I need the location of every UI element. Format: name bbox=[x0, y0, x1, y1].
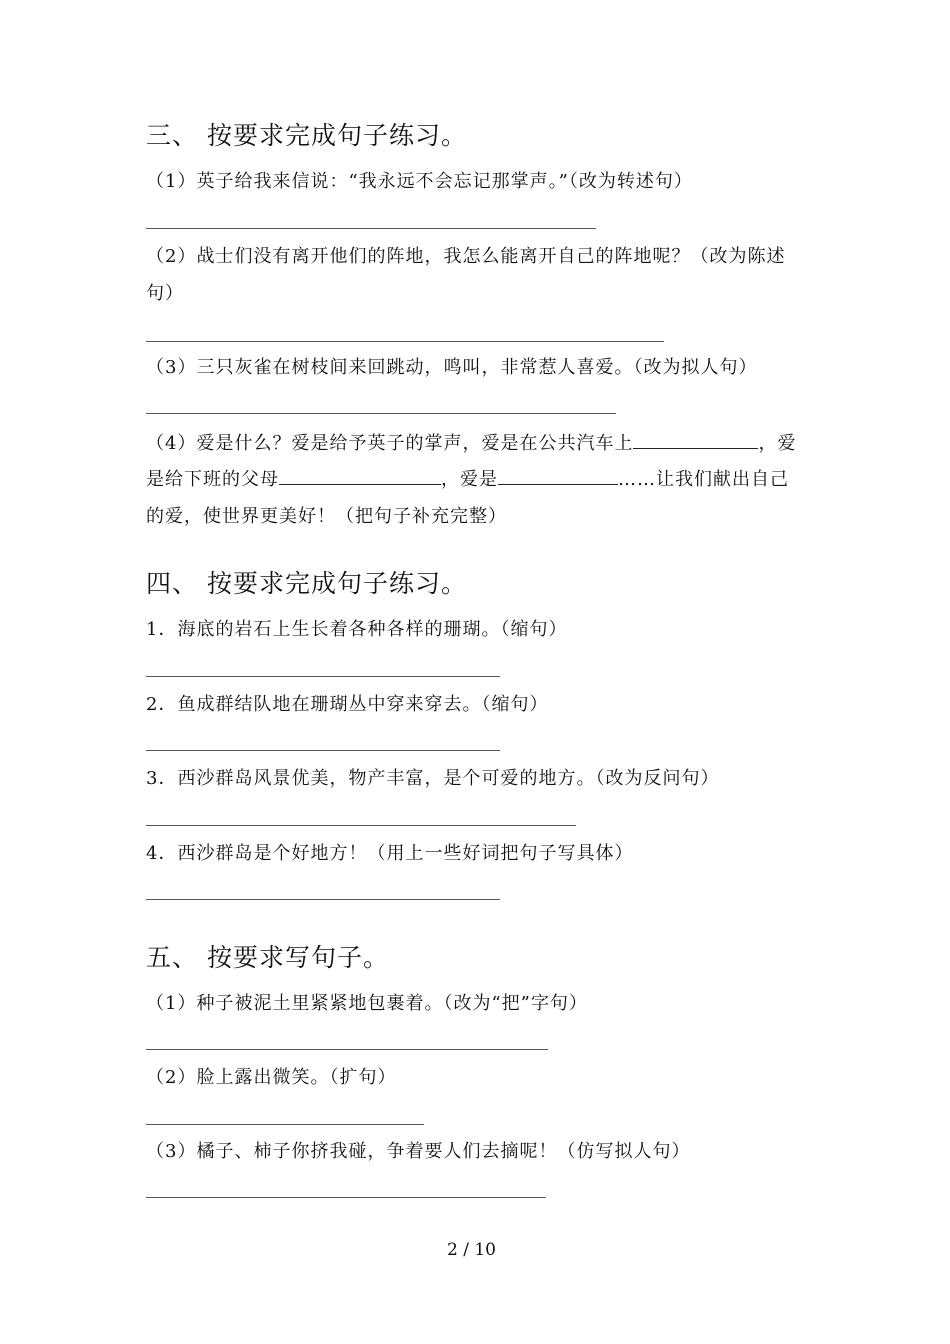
section-3-question-4-line-1 bbox=[146, 426, 796, 462]
section-4-question-4: 4．西沙群岛是个好地方！（用上一些好词把句子写具体） bbox=[146, 843, 634, 864]
fill-blank[interactable] bbox=[279, 464, 441, 485]
answer-line[interactable] bbox=[146, 228, 596, 229]
section-5-heading: 五、 按要求写句子。 bbox=[146, 943, 389, 972]
fill-blank[interactable] bbox=[498, 464, 618, 485]
answer-line[interactable] bbox=[146, 676, 500, 677]
answer-line[interactable] bbox=[146, 1197, 546, 1198]
section-3-question-4-line-2 bbox=[146, 462, 789, 498]
question-4-text: （4）爱是什么？爱是给予英子的掌声，爱是在公共汽车上 bbox=[146, 433, 634, 454]
section-4-question-2: 2．鱼成群结队地在珊瑚丛中穿来穿去。（缩句） bbox=[146, 694, 549, 715]
answer-line[interactable] bbox=[146, 1049, 548, 1050]
section-4-heading: 四、 按要求完成句子练习。 bbox=[146, 569, 467, 598]
section-3-question-3: （3）三只灰雀在树枝间来回跳动，鸣叫，非常惹人喜爱。（改为拟人句） bbox=[146, 357, 758, 378]
question-4-text: ，爱是 bbox=[441, 469, 498, 490]
page-number: 2 / 10 bbox=[447, 1240, 496, 1260]
answer-line[interactable] bbox=[146, 341, 664, 342]
section-4-question-1: 1．海底的岩石上生长着各种各样的珊瑚。（缩句） bbox=[146, 619, 568, 640]
section-5-question-2: （2）脸上露出微笑。（扩句） bbox=[146, 1067, 397, 1088]
answer-line[interactable] bbox=[146, 750, 500, 751]
answer-line[interactable] bbox=[146, 825, 576, 826]
answer-line[interactable] bbox=[146, 1124, 424, 1125]
question-4-text: ，爱 bbox=[758, 433, 797, 454]
section-3-heading: 三、 按要求完成句子练习。 bbox=[146, 121, 467, 150]
section-4-question-3: 3．西沙群岛风景优美，物产丰富，是个可爱的地方。（改为反问句） bbox=[146, 768, 720, 789]
section-3-question-4-line-3: 的爱，使世界更美好！（把句子补充完整） bbox=[146, 506, 507, 527]
answer-line[interactable] bbox=[146, 413, 616, 414]
question-4-text: ……让我们献出自己 bbox=[618, 469, 789, 490]
section-5-question-3: （3）橘子、柿子你挤我碰，争着要人们去摘呢！（仿写拟人句） bbox=[146, 1141, 691, 1162]
section-3-question-1: （1）英子给我来信说：“我永远不会忘记那掌声。”（改为转述句） bbox=[146, 171, 693, 192]
fill-blank[interactable] bbox=[633, 428, 758, 449]
section-5-question-1: （1）种子被泥土里紧紧地包裹着。（改为“把”字句） bbox=[146, 993, 588, 1014]
question-4-text: 是给下班的父母 bbox=[146, 469, 279, 490]
answer-line[interactable] bbox=[146, 899, 500, 900]
section-3-question-2-line-2: 句） bbox=[146, 283, 184, 304]
section-3-question-2-line-1: （2）战士们没有离开他们的阵地，我怎么能离开自己的阵地呢？（改为陈述 bbox=[146, 246, 786, 267]
